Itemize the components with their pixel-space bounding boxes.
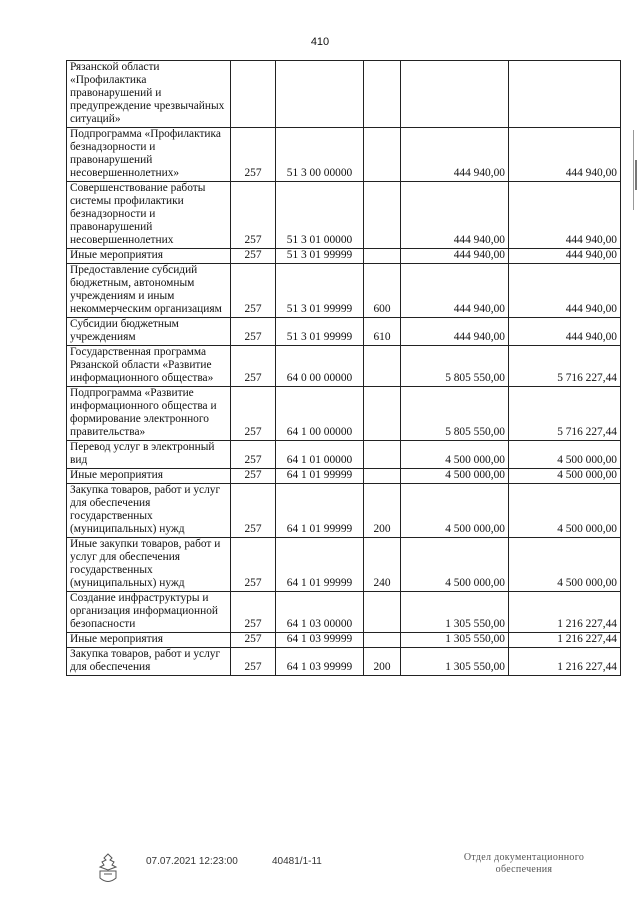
cell-name: Рязанской области «Профилактика правонарушений и предупреждение чрезвычайных ситуаций» [67,61,231,128]
cell-ministry-code: 257 [231,648,276,676]
table-row [67,182,621,249]
table-row [67,318,621,346]
cell-sum-second: 4 500 000,00 [509,469,621,484]
cell-sum-first: 444 940,00 [401,182,509,249]
cell-expense-type [364,346,401,387]
cell-ministry-code [231,61,276,128]
cell-name: Государственная программа Рязанской области «Развитие информационного общества» [67,346,231,387]
cell-ministry-code: 257 [231,469,276,484]
cell-sum-first: 444 940,00 [401,249,509,264]
cell-name: Совершенствование работы системы профилактики безнадзорности и правонарушений несовершеннолетних [67,182,231,249]
cell-name: Иные мероприятия [67,469,231,484]
table-row [67,633,621,648]
cell-sum-second: 444 940,00 [509,318,621,346]
cell-name: Иные мероприятия [67,633,231,648]
table-row [67,264,621,318]
cell-name: Иные закупки товаров, работ и услуг для обеспечения государственных (муниципальных) нужд [67,538,231,592]
cell-target-code: 64 1 03 00000 [276,592,364,633]
cell-expense-type [364,387,401,441]
cell-ministry-code: 257 [231,484,276,538]
cell-sum-second: 4 500 000,00 [509,441,621,469]
cell-sum-first: 1 305 550,00 [401,592,509,633]
cell-sum-second: 5 716 227,44 [509,387,621,441]
cell-sum-first: 1 305 550,00 [401,648,509,676]
table-row [67,249,621,264]
cell-sum-first: 4 500 000,00 [401,441,509,469]
cell-target-code: 64 0 00 00000 [276,346,364,387]
cell-name: Подпрограмма «Развитие информационного общества и формирование электронного правительства» [67,387,231,441]
cell-sum-first: 4 500 000,00 [401,538,509,592]
cell-sum-second: 5 716 227,44 [509,346,621,387]
cell-expense-type [364,469,401,484]
cell-target-code: 64 1 01 99999 [276,469,364,484]
cell-ministry-code: 257 [231,249,276,264]
cell-name: Субсидии бюджетным учреждениям [67,318,231,346]
stamp-doc-number: 40481/1-11 [272,856,322,867]
page-number: 410 [310,36,330,48]
cell-sum-second: 4 500 000,00 [509,484,621,538]
budget-table [66,60,621,676]
cell-ministry-code: 257 [231,128,276,182]
cell-ministry-code: 257 [231,387,276,441]
table-row [67,387,621,441]
cell-expense-type [364,592,401,633]
cell-ministry-code: 257 [231,182,276,249]
table-row [67,484,621,538]
cell-target-code: 51 3 00 00000 [276,128,364,182]
cell-name: Закупка товаров, работ и услуг для обеспечения [67,648,231,676]
cell-ministry-code: 257 [231,633,276,648]
cell-sum-first [401,61,509,128]
table-row [67,128,621,182]
cell-sum-second: 444 940,00 [509,249,621,264]
cell-sum-second [509,61,621,128]
cell-target-code: 64 1 03 99999 [276,648,364,676]
cell-expense-type [364,182,401,249]
cell-target-code: 51 3 01 99999 [276,264,364,318]
cell-sum-first: 4 500 000,00 [401,469,509,484]
cell-target-code: 64 1 01 00000 [276,441,364,469]
cell-expense-type [364,61,401,128]
cell-sum-second: 444 940,00 [509,128,621,182]
cell-name: Закупка товаров, работ и услуг для обеспечения государственных (муниципальных) нужд [67,484,231,538]
cell-name: Иные мероприятия [67,249,231,264]
table-row [67,592,621,633]
cell-expense-type [364,441,401,469]
cell-expense-type [364,249,401,264]
cell-target-code [276,61,364,128]
cell-sum-first: 5 805 550,00 [401,387,509,441]
cell-target-code: 64 1 00 00000 [276,387,364,441]
cell-sum-first: 1 305 550,00 [401,633,509,648]
cell-expense-type: 610 [364,318,401,346]
cell-target-code: 64 1 01 99999 [276,538,364,592]
cell-sum-second: 1 216 227,44 [509,633,621,648]
table-row [67,648,621,676]
coat-of-arms-icon [95,852,121,886]
cell-name: Предоставление субсидий бюджетным, автономным учреждениям и иным некоммерческим организациям [67,264,231,318]
cell-name: Перевод услуг в электронный вид [67,441,231,469]
cell-ministry-code: 257 [231,346,276,387]
cell-sum-first: 444 940,00 [401,128,509,182]
stamp-timestamp: 07.07.2021 12:23:00 [146,856,238,867]
cell-name: Создание инфраструктуры и организация информационной безопасности [67,592,231,633]
cell-ministry-code: 257 [231,538,276,592]
cell-sum-second: 444 940,00 [509,182,621,249]
cell-ministry-code: 257 [231,264,276,318]
cell-sum-first: 444 940,00 [401,318,509,346]
table-row [67,538,621,592]
cell-sum-first: 444 940,00 [401,264,509,318]
cell-expense-type [364,633,401,648]
margin-barcode-mark [632,130,638,210]
cell-target-code: 51 3 01 99999 [276,318,364,346]
table-row [67,441,621,469]
cell-sum-first: 4 500 000,00 [401,484,509,538]
cell-target-code: 51 3 01 00000 [276,182,364,249]
cell-target-code: 64 1 01 99999 [276,484,364,538]
cell-ministry-code: 257 [231,592,276,633]
cell-target-code: 51 3 01 99999 [276,249,364,264]
cell-sum-second: 444 940,00 [509,264,621,318]
table-row [67,61,621,128]
cell-sum-first: 5 805 550,00 [401,346,509,387]
cell-expense-type: 600 [364,264,401,318]
cell-expense-type: 240 [364,538,401,592]
cell-ministry-code: 257 [231,318,276,346]
cell-sum-second: 4 500 000,00 [509,538,621,592]
table-row [67,469,621,484]
cell-target-code: 64 1 03 99999 [276,633,364,648]
page-footer [0,850,640,905]
cell-ministry-code: 257 [231,441,276,469]
cell-sum-second: 1 216 227,44 [509,648,621,676]
table-row [67,346,621,387]
cell-expense-type [364,128,401,182]
cell-expense-type: 200 [364,484,401,538]
cell-name: Подпрограмма «Профилактика безнадзорности и правонарушений несовершеннолетних» [67,128,231,182]
cell-sum-second: 1 216 227,44 [509,592,621,633]
cell-expense-type: 200 [364,648,401,676]
department-stamp: Отдел документационного обеспечения [463,852,585,875]
